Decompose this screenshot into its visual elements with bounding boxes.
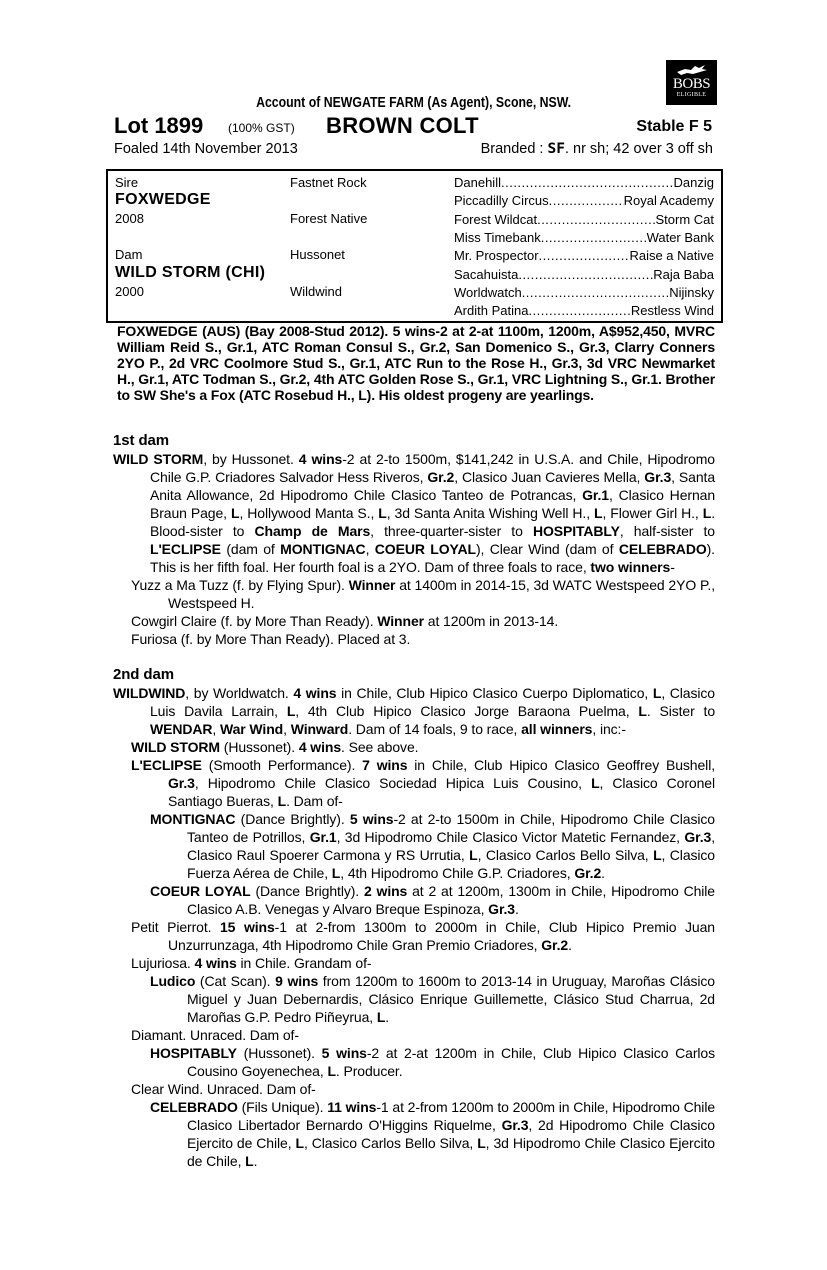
bold-text: 2 wins [363,883,408,899]
text: (Cat Scan). [195,973,276,989]
bold-text: HOSPITABLY [150,1045,237,1061]
text: at 1400m in 2014-15, 3d WATC Westspeed 2YO P., Westspeed H. [168,577,715,611]
text: -1 at 2-from 1200m to 2000m in Chile, Hipodromo Chile Clasico Libertador Bernardo O'Higgins Riquelme, [187,1099,716,1133]
bold-text: 4 wins [194,955,237,971]
text: at 1200m in 2013-14. [424,613,559,629]
lot-line [114,113,714,139]
text: , by Worldwatch. [185,685,294,701]
bold-text: L [653,847,662,863]
bold-text: all winners [521,721,593,737]
pedigree-entry [113,1026,715,1044]
bold-text: WILD STORM [113,451,204,467]
grandparent-name: Forest Wildcat [454,211,538,227]
bold-text: Champ de Mars [254,523,371,539]
vendor-account: Account of NEWGATE FARM (As Agent), Scone, NSW. [256,94,572,111]
text: (dam of [220,541,281,557]
bold-text: L [327,1063,336,1079]
bold-text: War Wind [220,721,284,737]
grandparent-sire: Storm Cat [655,211,714,227]
grandparent-name: Piccadilly Circus [454,193,549,209]
pedigree-table [106,169,723,323]
grandparent-sire: Raise a Native [629,248,714,264]
pedigree-entry [113,954,715,972]
section-heading: 2nd dam [113,666,174,683]
grandparent-sire: Raja Baba [653,266,714,282]
dam-label: Dam [115,247,143,262]
bold-text: Gr.3 [644,469,672,485]
branding [481,141,713,157]
grandparent-name: Danehill [454,175,501,190]
pedigree-entry [113,630,715,648]
grandparent-row [454,193,714,208]
grandparent-sire: Restless Wind [630,303,714,319]
bold-text: L'ECLIPSE [150,541,221,557]
leader-dots [549,193,624,208]
text: . Producer. [335,1063,403,1079]
sire-sire: Fastnet Rock [290,175,367,190]
dam-year: 2000 [115,284,144,299]
text: , 2d Hipodromo Chile Clasico Ejercito de Chile, [187,1117,715,1151]
text: , Clasico Raul Spoerer Carmona y RS Urrutia, [187,829,715,863]
text: -2 at 2-to 1500m, $141,242 in U.S.A. and Chile, Hipodromo Chile G.P. Criadores Salvador Hess Riveros, [150,451,715,485]
bold-text: Ludico [150,973,196,989]
text: (Hussonet). [219,739,299,755]
pedigree-entry [113,810,715,882]
text: (Dance Brightly). [235,811,350,827]
bold-text: L [331,865,341,881]
pedigree-entry [113,576,715,612]
text: , Flower Girl H., [602,505,703,521]
text: , 3d Hipodromo Chile Clasico Ejercito de Chile, [187,1135,715,1169]
text: , 4th Club Hipico Clasico Jorge Baraona Puelma, [295,703,639,719]
grandparent-name: Worldwatch [454,284,522,300]
text: in Chile, Club Hipico Clasico Geoffrey Bushell, [407,757,715,773]
bold-text: 5 wins [321,1045,367,1061]
bold-text: Gr.3 [501,1117,529,1133]
bold-text: L [295,1135,304,1151]
bold-text: Gr.2 [574,865,602,881]
text: in Chile, Club Hipico Clasico Cuerpo Diplomatico, [336,685,653,701]
bold-text: WILDWIND [113,685,186,701]
pedigree-entry [113,1044,715,1080]
bold-text: Winner [377,613,424,629]
dam-name: WILD STORM (CHI) [115,264,266,281]
bold-text: 5 wins [349,811,394,827]
text: , Clasico Hernan Braun Page, [150,487,716,521]
bold-text: WILD STORM [131,739,220,755]
logo-eligible-text: ELIGIBLE [676,92,707,98]
sire-label: Sire [115,175,139,190]
text: , 3d Santa Anita Wishing Well H., [386,505,595,521]
leader-dots [522,285,670,300]
bold-text: CELEBRADO [618,541,707,557]
text: - [670,559,675,575]
text: in Chile. Grandam of- [236,955,372,971]
horse-description: BROWN COLT [326,113,479,138]
leader-dots [501,175,674,190]
bold-text: Winward [290,721,349,737]
text: , Clasico Luis Davila Larrain, [150,685,715,719]
bold-text: L [469,847,478,863]
bold-text: L [277,793,287,809]
text: ), Clear Wind (dam of [475,541,619,557]
lot-number: Lot 1899 [114,113,204,138]
pedigree-entry [113,1080,715,1098]
bold-text: Gr.2 [541,937,569,953]
bold-text: Gr.3 [168,775,195,791]
sire-dam: Forest Native [290,211,368,226]
text: . [385,1009,390,1025]
text: Clear Wind. Unraced. Dam of- [131,1081,316,1097]
leader-dots [537,212,655,227]
text: , Clasico Fuerza Aérea de Chile, [187,847,715,881]
bold-text: L [286,703,296,719]
text: Petit Pierrot. [131,919,220,935]
grandparent-row [454,230,714,245]
text: Furiosa (f. by More Than Ready). Placed at 3. [131,631,411,647]
leader-dots [518,267,653,282]
text: , 3d Hipodromo Chile Clasico Victor Matetic Fernandez, [336,829,685,845]
text: , three-quarter-sister to [370,523,533,539]
text: . Dam of 14 foals, 9 to race, [348,721,522,737]
bold-text: L [477,1135,486,1151]
bold-text: L [378,505,387,521]
bold-text: Gr.2 [427,469,455,485]
text: . [568,937,572,953]
sire-name: FOXWEDGE [115,191,211,208]
foaled-date: Foaled 14th November 2013 [114,141,298,157]
bold-text: 7 wins [362,757,408,773]
bold-text: Gr.1 [309,829,337,845]
text: Diamant. Unraced. Dam of- [131,1027,299,1043]
text: -2 at 2-to 1500m in Chile, Hipodromo Chile Clasico Tanteo de Potrillos, [187,811,715,845]
bold-text: COEUR LOYAL [374,541,476,557]
bold-text: Gr.3 [488,901,515,917]
grandparent-sire: Danzig [673,175,714,190]
bold-text: 4 wins [293,685,337,701]
text: , [365,541,375,557]
bold-text: WENDAR [150,721,213,737]
bold-text: COEUR LOYAL [150,883,251,899]
text: . [253,1153,258,1169]
grandparent-name: Ardith Patina [454,303,529,319]
grandparent-name: Sacahuista [454,266,519,282]
bold-text: Gr.3 [684,829,712,845]
dam-sire: Hussonet [290,247,345,262]
spacer [113,648,715,666]
pedigree-entry [113,450,715,576]
branded-suffix: . nr sh; 42 over 3 off sh [564,141,713,157]
grandparent-name: Mr. Prospector [454,248,539,264]
gst-note: (100% GST) [228,121,295,135]
logo-bobs-text: BOBS [672,76,711,92]
text: (Dance Brightly). [250,883,364,899]
text: , Hollywood Manta S., [239,505,379,521]
bold-text: 9 wins [275,973,319,989]
pedigree-entry [113,738,715,756]
leader-dots [541,230,647,245]
grandparent-row [454,175,714,190]
text: (Fils Unique). [237,1099,328,1115]
text: , Clasico Coronel Santiago Bueras, [168,775,715,809]
bold-text: Winner [348,577,396,593]
bold-text: L [638,703,647,719]
pedigree-notes [113,432,715,1170]
pedigree-entry [113,918,715,954]
grandparent-name: Miss Timebank [454,229,541,245]
text: , inc:- [592,721,626,737]
grandparent-row [454,303,714,318]
text: . Blood-sister to [150,505,715,539]
pedigree-entry [113,612,715,630]
text: ). This is her fifth foal. Her fourth foal is a 2YO. Dam of three foals to race, [150,541,715,575]
grandparent-sire: Royal Academy [623,193,714,209]
text: Lujuriosa. [131,955,195,971]
bold-text: MONTIGNAC [150,811,236,827]
text: , Clasico Juan Cavieres Mella, [454,469,645,485]
grandparent-row [454,267,714,282]
grandparent-sire: Nijinsky [669,284,714,300]
text: -2 at 2-at 1200m in Chile, Club Hipico Clasico Carlos Cousino Goyenechea, [187,1045,715,1079]
sire-year: 2008 [115,211,144,226]
text: , by Hussonet. [203,451,299,467]
text: . See above. [341,739,419,755]
text: Yuzz a Ma Tuzz (f. by Flying Spur). [131,577,349,593]
stable-location: Stable F 5 [636,118,712,135]
text: Cowgirl Claire (f. by More Than Ready). [131,613,378,629]
text: , 4th Hipodromo Chile G.P. Criadores, [340,865,575,881]
pedigree-entry [113,684,715,738]
bold-text: 15 wins [220,919,275,935]
text: from 1200m to 1600m to 2013-14 in Uruguay, Maroñas Clásico Miguel y Juan Debernardis, Clásico Enrique Guillemette, Clásico Stud Charrua, 2d Maroñas G.P. Pedro Piñeyrua, [187,973,715,1025]
bold-text: L [591,775,600,791]
text: , Hipodromo Chile Clasico Sociedad Hipica Luis Cousino, [194,775,592,791]
grandparent-sire: Water Bank [646,229,714,245]
dam-dam: Wildwind [290,284,343,299]
brand-mark: SF [547,141,565,157]
bold-text: L [231,505,240,521]
bold-text: L [652,685,662,701]
sire-summary: FOXWEDGE (AUS) (Bay 2008-Stud 2012). 5 wins-2 at 2-at 1100m, 1200m, A$952,450, MVRC William Reid S., Gr.1, ATC Roman Consul S., Gr.2, San Domenico S., Gr.3, Clarry Conners 2YO P., 2d VRC Coolmore Stud S., Gr.1, ATC Run to the Rose H., Gr.3, 3d VRC Newmarket H., Gr.1, ATC Todman S., Gr.2, 4th ATC Golden Rose S., Gr.1, VRC Lightning S., Gr.1. Brother to SW She's a Fox (ATC Rosebud H., L). His oldest progeny are yearlings. [117,323,715,403]
grandparent-row [454,212,714,227]
bold-text: 11 wins [327,1099,377,1115]
text: . Dam of- [286,793,343,809]
text: (Smooth Performance). [201,757,363,773]
text: . [515,901,519,917]
text: . [601,865,605,881]
bold-text: 4 wins [298,739,342,755]
pedigree-entry [113,756,715,810]
leader-dots [528,303,630,318]
grandparent-row [454,285,714,300]
text: -1 at 2-from 1300m to 2000m in Chile, Club Hipico Premio Juan Unzurrunzaga, 4th Hipodromo Chile Gran Premio Criadores, [168,919,715,953]
pedigree-entry [113,972,715,1026]
bold-text: 4 wins [298,451,343,467]
bold-text: HOSPITABLY [532,523,620,539]
bold-text: L [702,505,712,521]
bold-text: MONTIGNAC [280,541,366,557]
text: . Sister to [646,703,716,719]
text: , Santa Anita Allowance, 2d Hipodromo Chile Clasico Tanteo de Potrancas, [150,469,715,503]
pedigree-entry [113,882,715,918]
text: , half-sister to [619,523,715,539]
grandparent-row [454,248,714,263]
bold-text: CELEBRADO [150,1099,238,1115]
bold-text: Gr.1 [582,487,609,503]
text: , [283,721,291,737]
bold-text: L [245,1153,254,1169]
bold-text: L [594,505,603,521]
pedigree-entry [113,1098,715,1170]
bold-text: L'ECLIPSE [131,757,202,773]
section-heading: 1st dam [113,432,169,449]
bird-icon [675,63,709,77]
bold-text: L [376,1009,386,1025]
bold-text: two winners [590,559,671,575]
text: , [212,721,220,737]
text: (Hussonet). [236,1045,322,1061]
text: , Clasico Carlos Bello Silva, [477,847,654,863]
leader-dots [539,248,630,263]
text: at 2 at 1200m, 1300m in Chile, Hipodromo Chile Clasico A.B. Venegas y Alvaro Breque Espinoza, [187,883,715,917]
text: , Clasico Carlos Bello Silva, [303,1135,478,1151]
branded-prefix: Branded : [480,141,548,157]
